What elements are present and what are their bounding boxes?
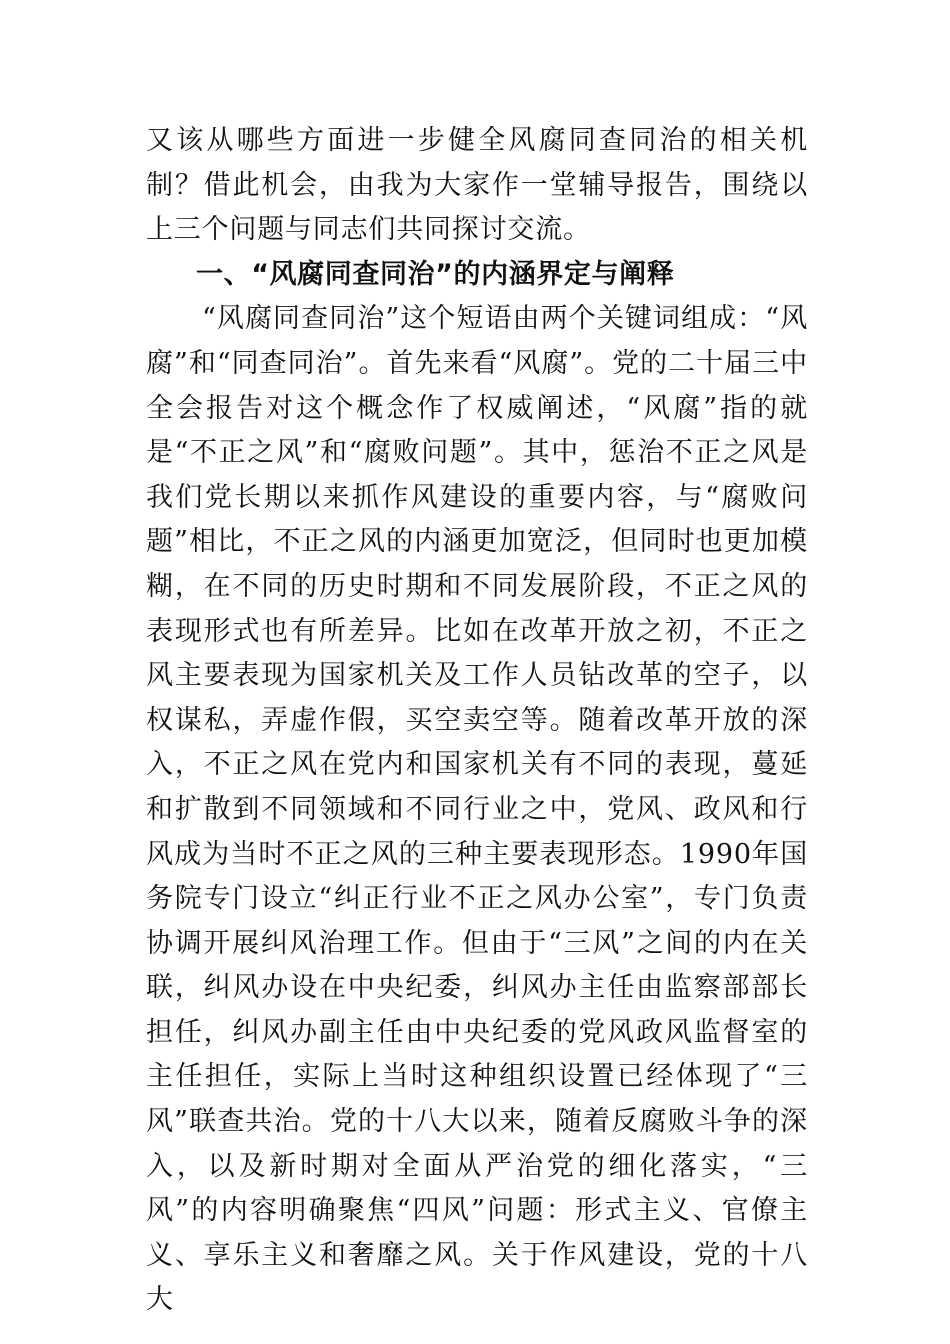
section-heading: 一、“风腐同查同治”的内涵界定与阐释 [196, 258, 675, 290]
paragraph-main: “风腐同查同治”这个短语由两个关键词组成：“风腐”和“同查同治”。首先来看“风腐”。党的二十届三中全会报告对这个概念作了权威阐述，“风腐”指的就是“不正之风”和“腐败问题”。其中，惩治不正之风是我们党长期以来抓作风建设的重要内容，与“腐败问题”相比，不正之风的内涵更加宽泛，但同时也更加模糊，在不同的历史时期和不同发展阶段，不正之风的表现形式也有所差异。比如在改革开放之初，不正之风主要表现为国家机关及工作人员钻改革的空子，以权谋私，弄虚作假，买空卖空等。随着改革开放的深入，不正之风在党内和国家机关有不同的表现，蔓延和扩散到不同领域和不同行业之中，党风、政风和行风成为当时不正之风的三种主要表现形态。1990年国务院专门设立“纠正行业不正之风办公室”，专门负责协调开展纠风治理工作。但由于“三风”之间的内在关联，纠风办设在中央纪委，纠风办主任由监察部部长担任，纠风办副主任由中央纪委的党风政风监督室的主任担任，实际上当时这种组织设置已经体现了“三风”联查共治。党的十八大以来，随着反腐败斗争的深入，以及新时期对全面从严治党的细化落实，“三风”的内容明确聚焦“四风”问题：形式主义、官僚主义、享乐主义和奢靡之风。关于作风建设，党的十八大 [146, 303, 808, 1316]
paragraph-continued: 又该从哪些方面进一步健全风腐同查同治的相关机制？借此机会，由我为大家作一堂辅导报告，围绕以上三个问题与同志们共同探讨交流。 [146, 125, 808, 246]
document-body [146, 119, 808, 1323]
